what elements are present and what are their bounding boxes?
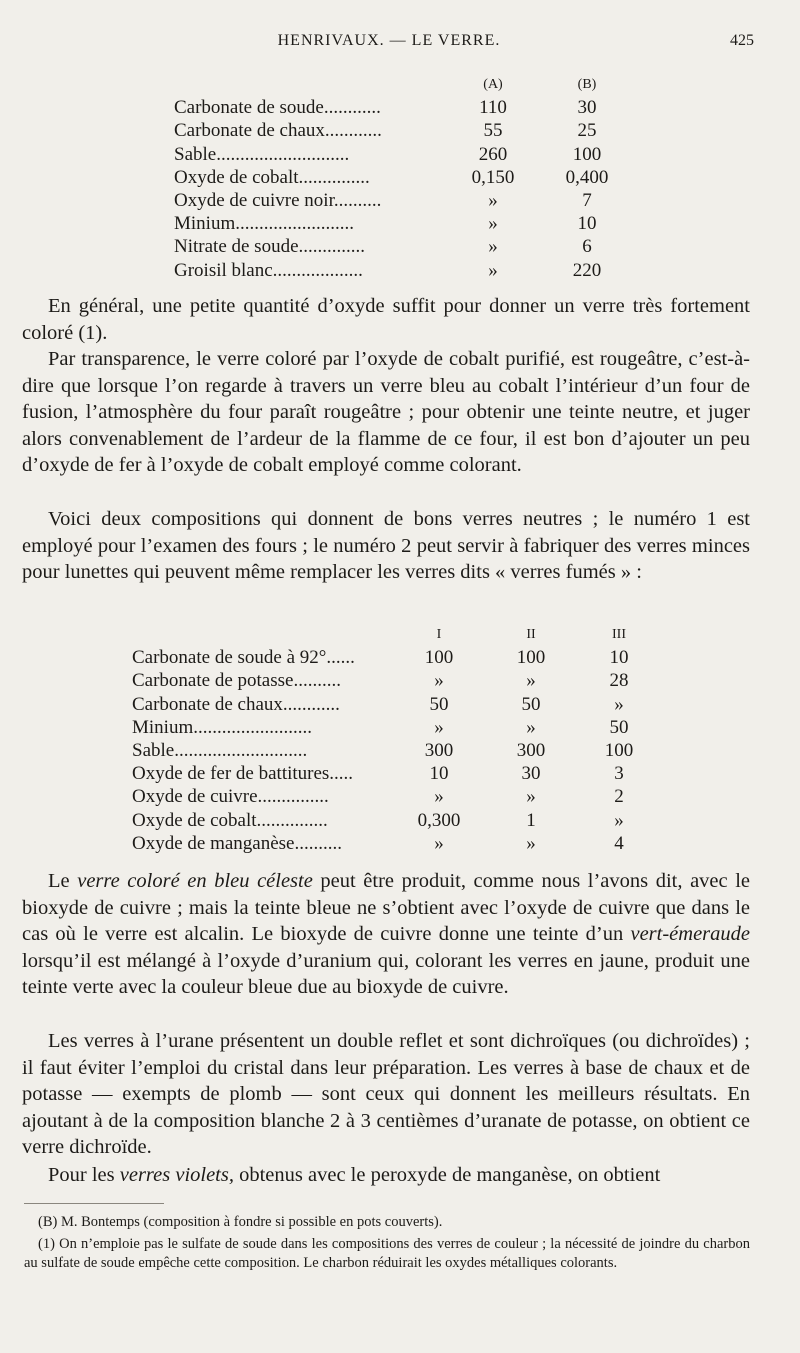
cell-iii: 28	[609, 670, 629, 692]
text-run: obtenus avec le peroxyde de manganèse, on obtient	[233, 1164, 661, 1186]
emphasis-verres-violets: verres violets,	[119, 1164, 234, 1186]
row-label: Sable............................	[174, 143, 350, 165]
paragraph-urane	[22, 1028, 750, 1161]
row-label: Carbonate de soude à 92°......	[132, 647, 355, 669]
row-label: Groisil blanc...................	[174, 259, 363, 281]
footnote-text: (1) On n’emploie pas le sulfate de soude dans les compositions des verres de couleur ; la nécessité de joindre du charbon au sulfate de soude empêche cette composition. Le charbon réduirait les oxydes métalliques colorants.	[24, 1236, 750, 1271]
cell-ii: 30	[521, 763, 541, 785]
cell-a: »	[488, 259, 498, 281]
table-row	[174, 235, 654, 258]
row-label: Carbonate de potasse..........	[132, 670, 341, 692]
footnote-divider	[24, 1203, 164, 1204]
table-row	[174, 212, 654, 235]
table-row	[174, 143, 654, 166]
paragraph-text: En général, une petite quantité d’oxyde suffit pour donner un verre très fortement coloré (1).	[22, 295, 750, 344]
cell-b: 25	[577, 120, 597, 142]
paragraph-text: Les verres à l’urane présentent un double reflet et sont dichroïques (ou dichroïdes) ; il faut éviter l’emploi du cristal dans leur préparation. Les verres à base de chaux et de potasse — exempts de plomb — sont ceux qui donnent les meilleurs résultats. En ajoutant à de la composition blanche 2 à 3 centièmes d’uranate de potasse, on obtient ce verre dichroïde.	[22, 1030, 750, 1159]
cell-b: 6	[582, 236, 592, 258]
cell-a: 0,150	[471, 166, 515, 188]
column-header-b: (B)	[577, 77, 597, 92]
cell-i: 0,300	[417, 809, 461, 831]
cell-b: 30	[577, 97, 597, 119]
row-label: Minium.........................	[174, 213, 354, 235]
table-header-row	[174, 73, 654, 96]
cell-i: »	[434, 670, 444, 692]
table-row	[132, 809, 652, 832]
row-label: Oxyde de cuivre...............	[132, 786, 329, 808]
paragraph-text	[22, 1162, 750, 1189]
row-label: Oxyde de fer de battitures.....	[132, 763, 354, 785]
paragraph-general	[22, 293, 750, 346]
cell-iii: 50	[609, 716, 629, 738]
table-header-row	[132, 623, 652, 646]
footnote-text: (B) M. Bontemps (composition à fondre si possible en pots couverts).	[38, 1214, 443, 1230]
cell-ii: »	[526, 670, 536, 692]
cell-ii: 100	[516, 647, 546, 669]
running-header	[24, 32, 754, 58]
paragraph-text	[22, 868, 750, 1001]
paragraph-transparence	[22, 346, 750, 479]
row-label: Carbonate de soude............	[174, 97, 381, 119]
cell-ii: »	[526, 832, 536, 854]
table-row	[132, 716, 652, 739]
composition-table-i-ii-iii	[132, 623, 652, 855]
table-row	[132, 669, 652, 692]
cell-a: 110	[479, 97, 507, 119]
page-number: 425	[730, 32, 754, 49]
column-header-a: (A)	[483, 77, 503, 92]
table-row	[174, 96, 654, 119]
emphasis-vert-emeraude: vert-émeraude	[630, 923, 750, 946]
cell-i: »	[434, 832, 444, 854]
cell-a: 55	[483, 120, 503, 142]
cell-i: 100	[424, 647, 454, 669]
cell-a: 260	[478, 143, 508, 165]
cell-iii: »	[614, 809, 624, 831]
paragraph-text: Voici deux compositions qui donnent de bons verres neutres ; le numéro 1 est employé pour l’examen des fours ; le numéro 2 peut servir à fabriquer des verres minces pour lunettes qui peuvent même remplacer les verres dits « verres fumés » :	[22, 508, 750, 584]
cell-iii: 3	[614, 763, 624, 785]
cell-b: 7	[582, 189, 592, 211]
table-row	[174, 119, 654, 142]
row-label: Oxyde de cuivre noir..........	[174, 189, 382, 211]
table-row	[174, 259, 654, 282]
table-row	[132, 762, 652, 785]
row-label: Sable............................	[132, 739, 308, 761]
footnote-b	[24, 1213, 750, 1232]
row-label: Nitrate de soude..............	[174, 236, 366, 258]
cell-ii: »	[526, 716, 536, 738]
text-run: Pour les	[48, 1164, 120, 1186]
paragraph-text: Par transparence, le verre coloré par l’oxyde de cobalt purifié, est rougeâtre, c’est-à-dire que lorsque l’on regarde à travers un verre bleu au cobalt l’intérieur d’un four de fusion, l’atmosphère du four paraît rougeâtre ; pour obtenir une teinte neutre, et juger alors convenablement de l’ardeur de la flamme de ce four, il est bon d’ajouter un peu d’oxyde de fer à l’oxyde de cobalt employé comme colorant.	[22, 348, 750, 477]
cell-iii: 4	[614, 832, 624, 854]
text-run: lorsqu’il est mélangé à l’oxyde d’uranium qui, colorant les verres en jaune, produit une teinte verte avec la couleur bleue due au bioxyde de cuivre.	[22, 949, 750, 999]
cell-b: 10	[577, 213, 597, 235]
table-row	[132, 739, 652, 762]
table-row	[132, 785, 652, 808]
emphasis-bleu-celeste: verre coloré en bleu céleste	[77, 870, 313, 892]
cell-i: 50	[429, 693, 449, 715]
footnote-1	[24, 1235, 750, 1273]
cell-iii: »	[614, 693, 624, 715]
cell-ii: 50	[521, 693, 541, 715]
text-run: peut être produit, comme nous l’avons dit, avec le bioxyde de cuivre ; mais la teinte bleue ne s’obtient avec l’oxyde de cuivre que dans le cas où le verre est alcalin. Le bioxyde de cuivre donne une teinte d’un	[22, 870, 750, 946]
table-row	[174, 166, 654, 189]
row-label: Carbonate de chaux............	[132, 693, 340, 715]
cell-a: »	[488, 236, 498, 258]
paragraph-compositions	[22, 506, 750, 586]
row-label: Oxyde de cobalt...............	[132, 809, 328, 831]
cell-a: »	[488, 189, 498, 211]
row-label: Oxyde de manganèse..........	[132, 832, 342, 854]
paragraph-violets	[22, 1162, 750, 1189]
column-header-i: I	[436, 627, 442, 642]
paragraph-bleu-celeste	[22, 868, 750, 1001]
running-title: HENRIVAUX. — LE VERRE.	[277, 32, 501, 49]
cell-i: 300	[424, 739, 454, 761]
table-row	[132, 646, 652, 669]
text-run: Le	[48, 870, 78, 892]
cell-i: »	[434, 786, 444, 808]
cell-i: »	[434, 716, 444, 738]
cell-b: 220	[572, 259, 602, 281]
composition-table-a-b	[174, 73, 654, 282]
cell-ii: »	[526, 786, 536, 808]
table-row	[132, 832, 652, 855]
cell-iii: 2	[614, 786, 624, 808]
cell-iii: 100	[604, 739, 634, 761]
cell-i: 10	[429, 763, 449, 785]
table-row	[174, 189, 654, 212]
cell-b: 0,400	[565, 166, 609, 188]
table-row	[132, 693, 652, 716]
column-header-iii: III	[612, 627, 626, 642]
cell-iii: 10	[609, 647, 629, 669]
cell-a: »	[488, 213, 498, 235]
row-label: Carbonate de chaux............	[174, 120, 382, 142]
cell-ii: 1	[526, 809, 536, 831]
row-label: Oxyde de cobalt...............	[174, 166, 370, 188]
cell-b: 100	[572, 143, 602, 165]
row-label: Minium.........................	[132, 716, 312, 738]
column-header-ii: II	[526, 627, 536, 642]
cell-ii: 300	[516, 739, 546, 761]
